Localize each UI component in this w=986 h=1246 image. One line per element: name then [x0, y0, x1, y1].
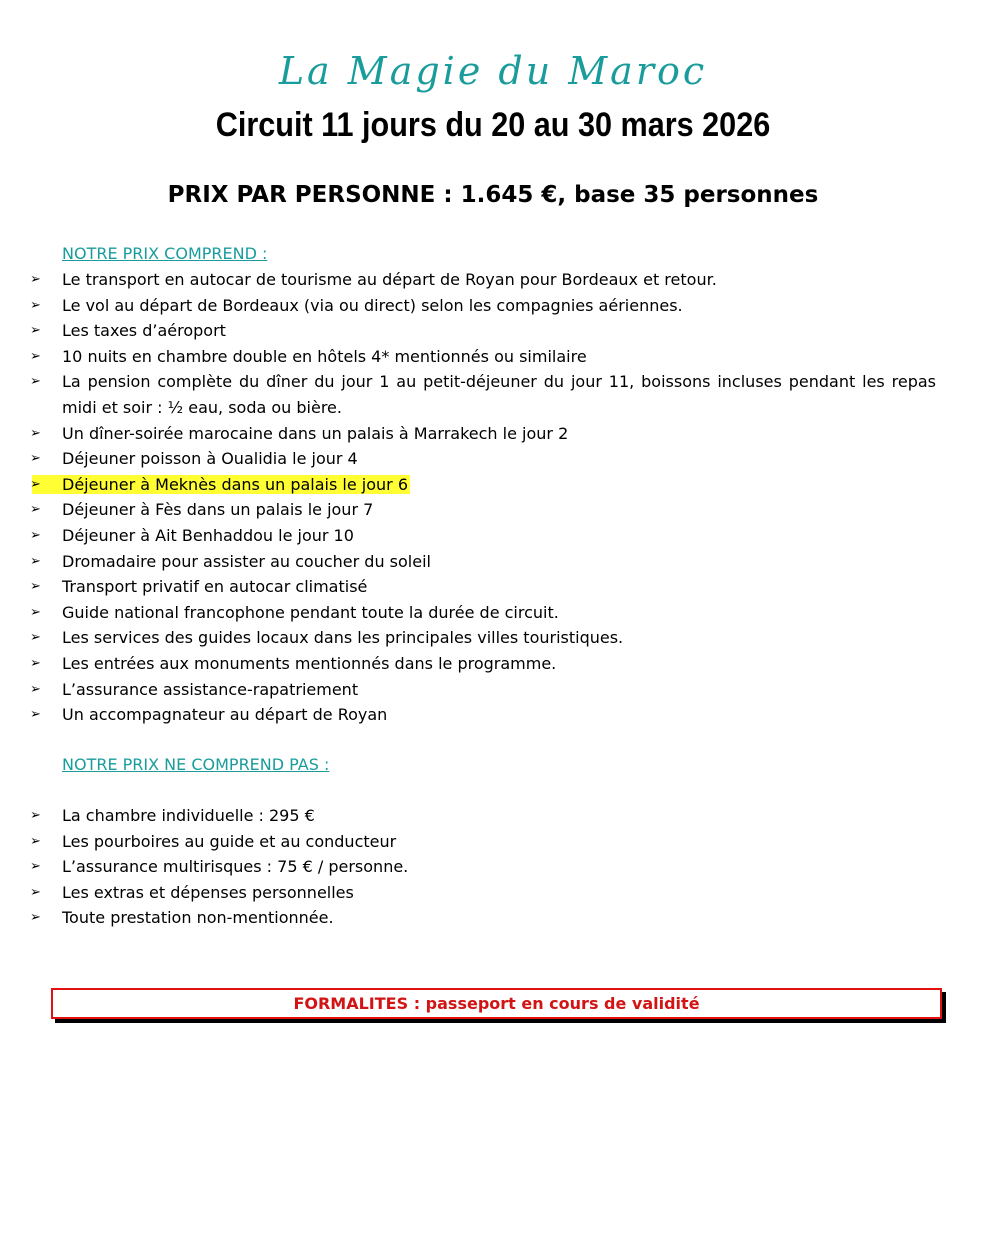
- list-item-highlighted: ➢ Déjeuner à Meknès dans un palais le jour 6: [0, 472, 986, 498]
- arrow-bullet-icon: ➢: [30, 502, 41, 518]
- formalites-box: [51, 988, 942, 1019]
- list-item: ➢ Les entrées aux monuments mentionnés dans le programme.: [0, 651, 986, 677]
- arrow-bullet-icon: ➢: [30, 527, 41, 543]
- arrow-bullet-icon: ➢: [30, 604, 41, 620]
- list-item: ➢ Les services des guides locaux dans les principales villes touristiques.: [0, 625, 986, 651]
- arrow-bullet-icon: ➢: [30, 451, 41, 467]
- arrow-bullet-icon: ➢: [30, 655, 41, 671]
- arrow-bullet-icon: ➢: [30, 579, 41, 595]
- list-item: ➢ Déjeuner à Fès dans un palais le jour 7: [0, 497, 986, 523]
- arrow-bullet-icon: ➢: [30, 630, 41, 646]
- list-item: ➢ L’assurance assistance-rapatriement: [0, 677, 986, 703]
- list-item: ➢ Dromadaire pour assister au coucher du soleil: [0, 549, 986, 575]
- arrow-bullet-icon: ➢: [30, 374, 41, 390]
- list-item: ➢ Un dîner-soirée marocaine dans un palais à Marrakech le jour 2: [0, 421, 986, 447]
- list-item: ➢ Déjeuner à Ait Benhaddou le jour 10: [0, 523, 986, 549]
- excludes-list: [0, 803, 986, 931]
- arrow-bullet-icon: ➢: [30, 910, 41, 926]
- list-item: ➢ Un accompagnateur au départ de Royan: [0, 702, 986, 728]
- list-item: ➢ Déjeuner poisson à Oualidia le jour 4: [0, 446, 986, 472]
- list-item: ➢ La chambre individuelle : 295 €: [0, 803, 986, 829]
- list-item: ➢ 10 nuits en chambre double en hôtels 4* mentionnés ou similaire: [0, 344, 986, 370]
- arrow-bullet-icon: ➢: [30, 707, 41, 723]
- list-item: ➢ L’assurance multirisques : 75 € / personne.: [0, 854, 986, 880]
- includes-list: [0, 267, 986, 728]
- formalites-text: FORMALITES : passeport en cours de validité: [293, 994, 700, 1013]
- arrow-bullet-icon: ➢: [30, 808, 41, 823]
- list-item: ➢ Les taxes d’aéroport: [0, 318, 986, 344]
- list-item: ➢ Guide national francophone pendant toute la durée de circuit.: [0, 600, 986, 626]
- list-item: ➢ Les pourboires au guide et au conducteur: [0, 829, 986, 855]
- list-item: ➢ La pension complète du dîner du jour 1 au petit-déjeuner du jour 11, boissons incluses pendant les repas midi et soir : ½ eau, soda ou bière.: [0, 369, 986, 420]
- excludes-heading: NOTRE PRIX NE COMPREND PAS :: [62, 755, 330, 774]
- arrow-bullet-icon: ➢: [30, 425, 41, 441]
- arrow-bullet-icon: ➢: [30, 553, 41, 569]
- arrow-bullet-icon: ➢: [30, 297, 41, 313]
- arrow-bullet-icon: ➢: [30, 476, 41, 492]
- list-item: ➢ Transport privatif en autocar climatisé: [0, 574, 986, 600]
- arrow-bullet-icon: ➢: [30, 833, 41, 849]
- arrow-bullet-icon: ➢: [30, 884, 41, 900]
- arrow-bullet-icon: ➢: [30, 323, 41, 339]
- arrow-bullet-icon: ➢: [30, 859, 41, 875]
- includes-heading: NOTRE PRIX COMPREND :: [62, 244, 268, 263]
- list-item: ➢ Le vol au départ de Bordeaux (via ou direct) selon les compagnies aériennes.: [0, 293, 986, 319]
- list-item: ➢ Toute prestation non-mentionnée.: [0, 905, 986, 931]
- page-title: La Magie du Maroc: [278, 49, 708, 93]
- price-line: PRIX PAR PERSONNE : 1.645 €, base 35 personnes: [167, 182, 819, 208]
- list-item: ➢ Les extras et dépenses personnelles: [0, 880, 986, 906]
- arrow-bullet-icon: ➢: [30, 272, 41, 287]
- list-item: ➢ Le transport en autocar de tourisme au départ de Royan pour Bordeaux et retour.: [0, 267, 986, 293]
- arrow-bullet-icon: ➢: [30, 348, 41, 364]
- circuit-subtitle: Circuit 11 jours du 20 au 30 mars 2026: [215, 106, 771, 144]
- arrow-bullet-icon: ➢: [30, 681, 41, 697]
